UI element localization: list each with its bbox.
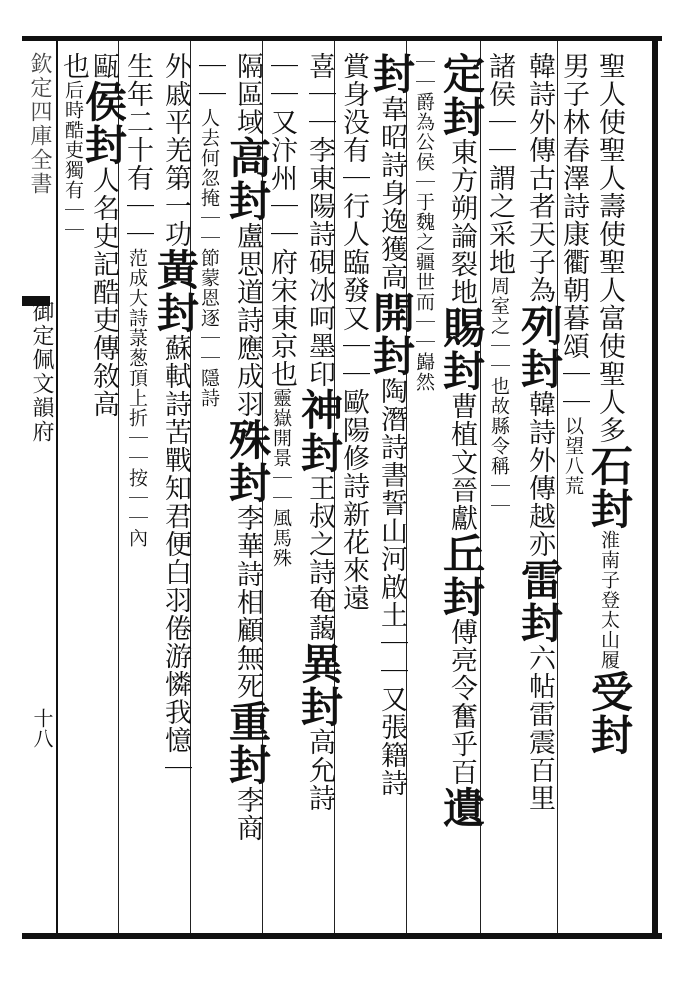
text-run: 靈嶽開景｜｜ xyxy=(270,388,292,508)
text-column-12 xyxy=(196,52,223,408)
text-run: 高允詩 xyxy=(304,728,335,812)
text-run: 韋昭詩身逸獲高 xyxy=(376,95,407,291)
text-column-10 xyxy=(268,52,295,568)
text-column-6 xyxy=(414,52,433,392)
text-run: 故縣令稱｜｜ xyxy=(488,396,510,516)
text-run: 隔區域 xyxy=(232,52,263,136)
text-run: 節蒙恩逐｜｜ xyxy=(198,248,220,368)
text-column-4 xyxy=(486,52,513,516)
text-run: 盧思道詩應成羽 xyxy=(232,222,263,418)
headword: 殊封 xyxy=(223,418,272,504)
text-run: 以望八荒 xyxy=(562,416,584,496)
text-column-11 xyxy=(223,52,272,842)
text-run: 傅亮令奮乎百 xyxy=(446,618,477,786)
text-run: 王叔之詩奄藹 xyxy=(304,474,335,642)
text-run: 世而｜｜巋然 xyxy=(413,272,435,392)
headword: 定封 xyxy=(437,52,486,138)
text-run: ｜｜ xyxy=(194,52,225,108)
text-run: 隱詩 xyxy=(198,368,220,408)
text-run: 賞身没有｜ xyxy=(338,52,369,192)
text-column-14 xyxy=(124,52,151,548)
text-run: 男子林春澤詩康衢朝暮頌｜｜ xyxy=(558,52,589,416)
margin-book-title: 御定佩文韻府 xyxy=(29,300,54,444)
text-run: 后時酷吏獨有｜｜ xyxy=(62,80,84,240)
headword: 雷封 xyxy=(515,558,564,644)
text-run: 諸侯｜｜謂之采地 xyxy=(484,52,515,276)
headword: 高封 xyxy=(223,136,272,222)
text-column-7 xyxy=(367,52,416,797)
text-run: 曹植文晉獻 xyxy=(446,392,477,532)
text-run: 蘇軾詩苦戰知君便白羽倦游憐我憶｜ xyxy=(160,334,191,782)
text-column-13 xyxy=(151,52,200,782)
headword: 封 xyxy=(367,52,416,95)
text-run: ｜于魏之疆 xyxy=(413,172,435,272)
text-run: 行人臨發又｜｜歐陽修詩新花來遠 xyxy=(338,192,369,612)
text-run: 生年二十有｜｜ xyxy=(122,52,153,248)
text-run: 淮南子登太山履 xyxy=(598,530,620,670)
text-run: 李商 xyxy=(232,786,263,842)
text-column-16 xyxy=(60,52,87,240)
headword: 開封 xyxy=(367,291,416,377)
text-run: 風馬殊 xyxy=(270,508,292,568)
text-column-15 xyxy=(79,52,128,418)
text-run: 范成大詩菉葱頂上折｜｜按｜｜內 xyxy=(126,248,148,548)
text-run: ｜｜又汴州｜｜府宋東京也 xyxy=(266,52,297,388)
headword: 列封 xyxy=(515,304,564,390)
text-run: 也 xyxy=(58,52,89,80)
headword: 侯封 xyxy=(79,80,128,166)
text-run: 人去何忽掩｜｜ xyxy=(198,108,220,248)
text-run: 韓詩外傳越亦 xyxy=(524,390,555,558)
text-run: 喜｜｜李東陽詩硯冰呵墨印 xyxy=(304,52,335,388)
text-run: 外戚平羌第一功 xyxy=(160,52,191,248)
text-run: 韓詩外傳古者天子為 xyxy=(524,52,555,304)
headword: 丘封 xyxy=(437,532,486,618)
text-run: ｜｜爵為公侯 xyxy=(413,52,435,172)
text-column-8 xyxy=(340,52,367,612)
text-column-2 xyxy=(560,52,587,496)
text-column-5 xyxy=(437,52,486,829)
gutter-divider xyxy=(56,41,58,933)
headword: 賜封 xyxy=(437,306,486,392)
frame-bottom-border xyxy=(22,933,662,939)
headword: 遺 xyxy=(437,786,486,829)
headword: 石封 xyxy=(585,444,634,530)
text-run: 六帖雷震百里 xyxy=(524,644,555,812)
margin-page-number: 十八 xyxy=(30,708,54,748)
margin-header: 欽定四庫全書 xyxy=(27,52,52,196)
headword: 黃封 xyxy=(151,248,200,334)
frame-right-border xyxy=(652,36,658,939)
text-column-3 xyxy=(515,52,564,812)
headword: 異封 xyxy=(295,642,344,728)
text-column-1 xyxy=(585,52,634,756)
text-run: 李華詩相顧無死 xyxy=(232,504,263,700)
headword: 重封 xyxy=(223,700,272,786)
text-run: 聖人使聖人壽使聖人富使聖人多 xyxy=(594,52,625,444)
text-run: 東方朔論裂地 xyxy=(446,138,477,306)
headword: 神封 xyxy=(295,388,344,474)
headword: 受封 xyxy=(585,670,634,756)
text-run: 周室之｜｜也 xyxy=(488,276,510,396)
text-run: 人名史記酷吏傳敘高 xyxy=(88,166,119,418)
text-run: 甌 xyxy=(88,52,119,80)
text-run: 陶潛詩書誓山河啟土｜｜又張籍詩 xyxy=(376,377,407,797)
text-column-9 xyxy=(295,52,344,812)
